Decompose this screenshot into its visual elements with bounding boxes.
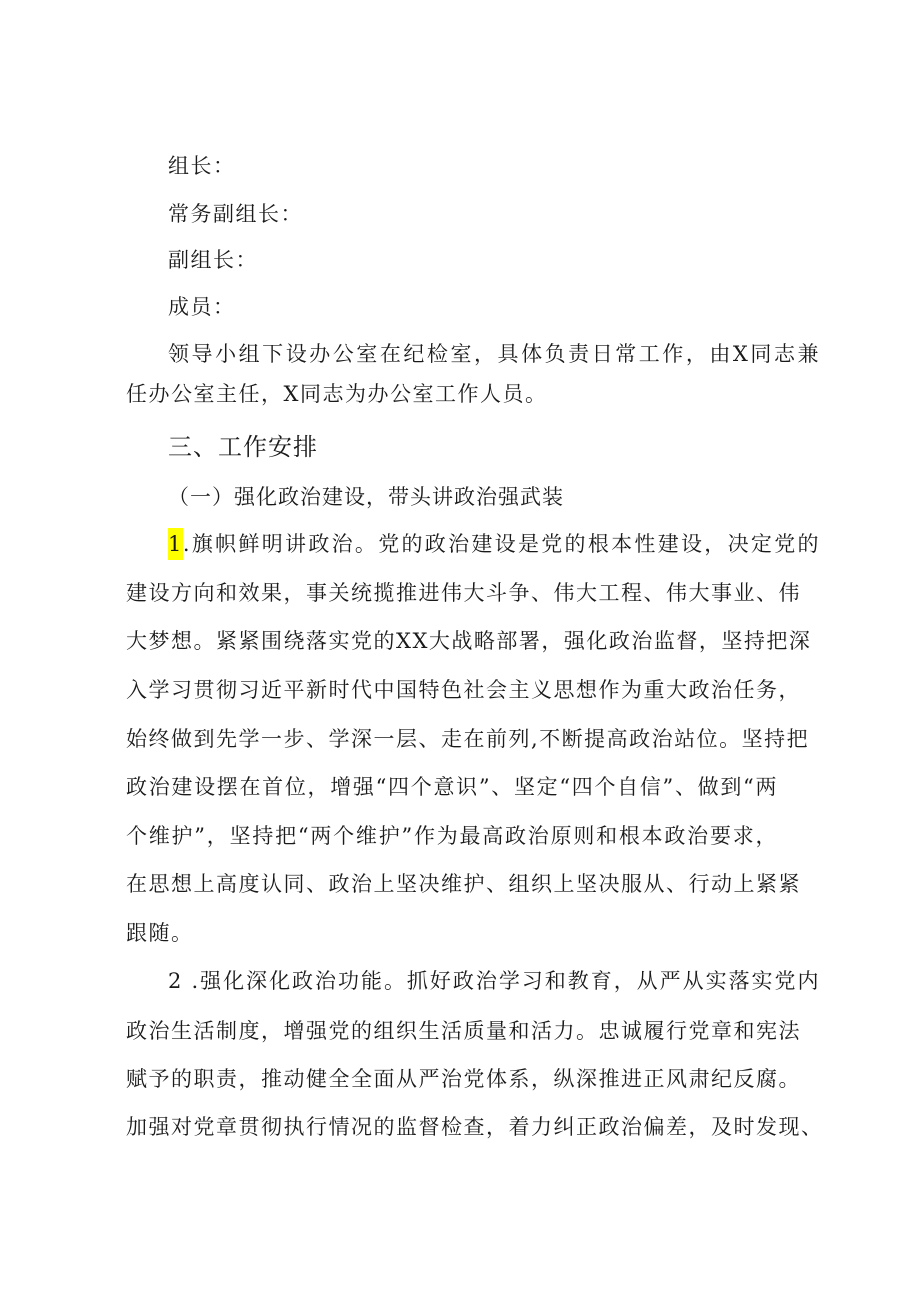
item1-line-5: 始终做到先学一步、学深一层、走在前列,不断提高政治站位。坚持把 — [126, 727, 810, 751]
item2-line-2: 政治生活制度，增强党的组织生活质量和活力。忠诚履行党章和宪法 — [126, 1019, 801, 1043]
team-members-line: 成员： — [168, 295, 236, 319]
subsection-heading: （一）强化政治建设，带头讲政治强武装 — [168, 485, 564, 509]
item1-line-6: 政治建设摆在首位，增强“四个意识”、坚定“四个自信”、做到“两 — [126, 775, 778, 799]
item1-line-1 — [168, 530, 820, 558]
item1-number-highlight: 1 — [168, 528, 183, 560]
item1-line-2: 建设方向和效果，事关统揽推进伟大斗争、伟大工程、伟大事业、伟 — [126, 581, 801, 605]
office-paragraph-line-1: 领导小组下设办公室在纪检室，具体负责日常工作，由X同志兼 — [168, 342, 820, 366]
item1-line-7: 个维护”，坚持把“两个维护”作为最高政治原则和根本政治要求， — [126, 824, 778, 848]
team-executive-deputy-line: 常务副组长： — [168, 202, 303, 226]
team-deputy-line: 副组长： — [168, 248, 258, 272]
item1-line-3: 大梦想。紧紧围绕落实党的XX大战略部署，强化政治监督，坚持把深 — [126, 629, 812, 653]
item2-line-3: 赋予的职责，推动健全全面从严治党体系，纵深推进正风肃纪反腐。 — [126, 1067, 801, 1091]
item1-line-4: 入学习贯彻习近平新时代中国特色社会主义思想作为重大政治任务， — [126, 678, 801, 702]
item2-line-4: 加强对党章贯彻执行情况的监督检查，着力纠正政治偏差，及时发现、 — [126, 1115, 824, 1139]
item2-line-1: 2 .强化深化政治功能。抓好政治学习和教育，从严从实落实党内 — [168, 969, 820, 993]
item1-line-8: 在思想上高度认同、政治上坚决维护、组织上坚决服从、行动上紧紧 — [126, 872, 801, 896]
item1-line-9: 跟随。 — [126, 921, 194, 945]
office-paragraph-line-2: 任办公室主任，X同志为办公室工作人员。 — [126, 382, 548, 406]
section-heading: 三、工作安排 — [168, 433, 318, 461]
team-leader-line: 组长： — [168, 154, 236, 178]
item1-line-1-text: .旗帜鲜明讲政治。党的政治建设是党的根本性建设，决定党的 — [182, 532, 820, 556]
